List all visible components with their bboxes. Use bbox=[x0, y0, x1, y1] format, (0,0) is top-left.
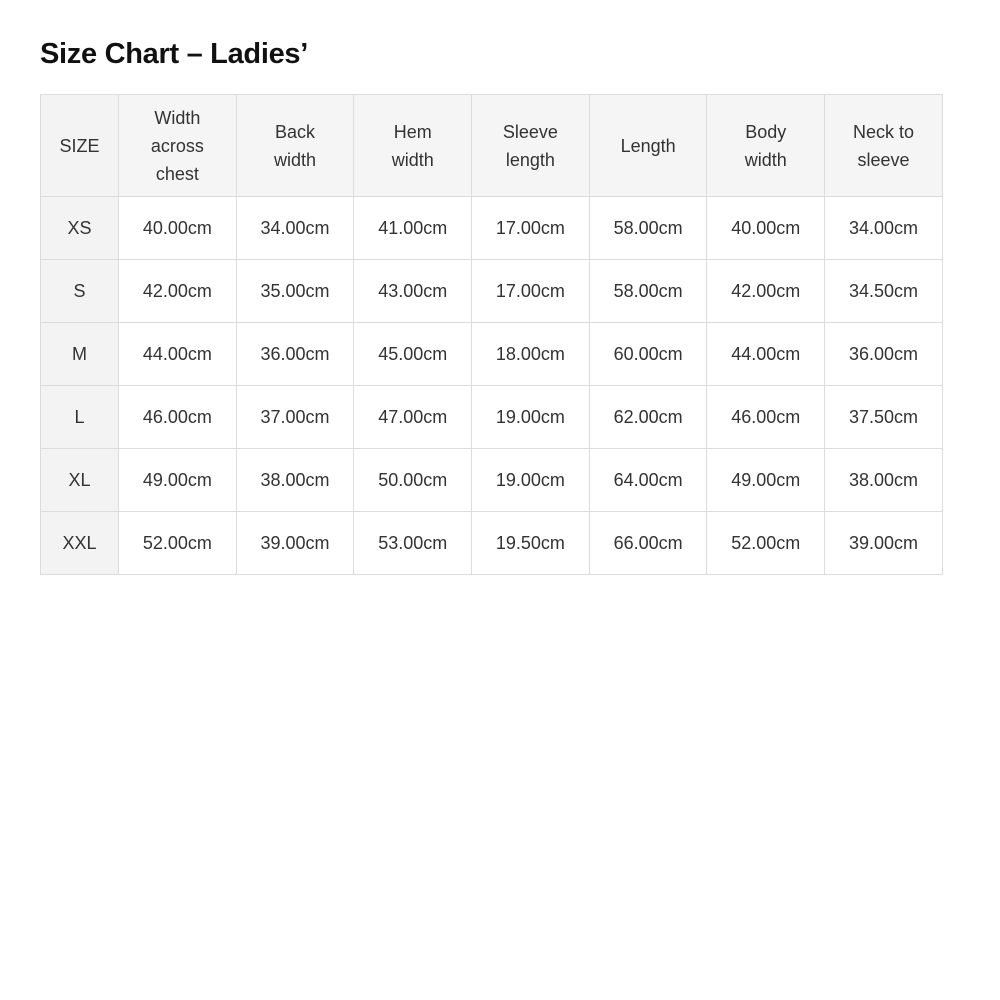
table-cell: 44.00cm bbox=[119, 323, 237, 386]
table-cell: 53.00cm bbox=[354, 512, 472, 575]
size-label: XXL bbox=[41, 512, 119, 575]
table-cell: 50.00cm bbox=[354, 449, 472, 512]
table-cell: 49.00cm bbox=[119, 449, 237, 512]
size-chart-table bbox=[40, 94, 943, 575]
header-neck-to-sleeve bbox=[825, 95, 943, 197]
table-cell: 42.00cm bbox=[707, 260, 825, 323]
header-line: Width bbox=[154, 107, 201, 128]
page-title: Size Chart – Ladies’ bbox=[40, 38, 308, 70]
table-cell: 34.00cm bbox=[825, 197, 943, 260]
table-cell: 62.00cm bbox=[589, 386, 707, 449]
header-line: width bbox=[744, 149, 787, 170]
header-size bbox=[41, 95, 119, 197]
header-line: SIZE bbox=[59, 135, 100, 156]
header-row bbox=[41, 95, 943, 197]
header-width-across-chest bbox=[119, 95, 237, 197]
table-cell: 60.00cm bbox=[589, 323, 707, 386]
table-cell: 46.00cm bbox=[119, 386, 237, 449]
table-cell: 18.00cm bbox=[472, 323, 590, 386]
table-cell: 19.00cm bbox=[472, 386, 590, 449]
table-cell: 36.00cm bbox=[236, 323, 354, 386]
header-sleeve-length bbox=[472, 95, 590, 197]
table-cell: 34.50cm bbox=[825, 260, 943, 323]
table-cell: 43.00cm bbox=[354, 260, 472, 323]
table-cell: 66.00cm bbox=[589, 512, 707, 575]
table-cell: 38.00cm bbox=[825, 449, 943, 512]
header-line: Length bbox=[620, 135, 676, 156]
size-label: XL bbox=[41, 449, 119, 512]
table-cell: 52.00cm bbox=[707, 512, 825, 575]
table-row bbox=[41, 512, 943, 575]
table-cell: 46.00cm bbox=[707, 386, 825, 449]
table-cell: 35.00cm bbox=[236, 260, 354, 323]
header-length bbox=[589, 95, 707, 197]
table-cell: 58.00cm bbox=[589, 197, 707, 260]
header-line: Sleeve bbox=[502, 121, 558, 142]
header-hem-width bbox=[354, 95, 472, 197]
header-line: across bbox=[150, 135, 204, 156]
table-cell: 38.00cm bbox=[236, 449, 354, 512]
header-line: Hem bbox=[393, 121, 432, 142]
table-cell: 42.00cm bbox=[119, 260, 237, 323]
table-cell: 34.00cm bbox=[236, 197, 354, 260]
header-line: Body bbox=[745, 121, 787, 142]
table-cell: 37.00cm bbox=[236, 386, 354, 449]
table-row bbox=[41, 323, 943, 386]
header-line: length bbox=[505, 149, 555, 170]
table-cell: 40.00cm bbox=[707, 197, 825, 260]
size-label: S bbox=[41, 260, 119, 323]
table-row bbox=[41, 386, 943, 449]
header-line: Neck to bbox=[852, 121, 914, 142]
table-cell: 17.00cm bbox=[472, 197, 590, 260]
table-cell: 36.00cm bbox=[825, 323, 943, 386]
table-cell: 39.00cm bbox=[236, 512, 354, 575]
table-cell: 64.00cm bbox=[589, 449, 707, 512]
table-cell: 45.00cm bbox=[354, 323, 472, 386]
header-body-width bbox=[707, 95, 825, 197]
header-line: width bbox=[274, 149, 317, 170]
table-cell: 17.00cm bbox=[472, 260, 590, 323]
table-body bbox=[41, 197, 943, 575]
size-label: M bbox=[41, 323, 119, 386]
header-back-width bbox=[236, 95, 354, 197]
size-label: L bbox=[41, 386, 119, 449]
table-row bbox=[41, 197, 943, 260]
table-row bbox=[41, 449, 943, 512]
table-cell: 37.50cm bbox=[825, 386, 943, 449]
header-line: Back bbox=[275, 121, 316, 142]
table-cell: 52.00cm bbox=[119, 512, 237, 575]
table-header bbox=[41, 95, 943, 197]
table-cell: 39.00cm bbox=[825, 512, 943, 575]
table-cell: 19.00cm bbox=[472, 449, 590, 512]
header-line: chest bbox=[155, 163, 199, 184]
size-label: XS bbox=[41, 197, 119, 260]
table-row bbox=[41, 260, 943, 323]
table-cell: 47.00cm bbox=[354, 386, 472, 449]
table-cell: 41.00cm bbox=[354, 197, 472, 260]
table-cell: 49.00cm bbox=[707, 449, 825, 512]
table-cell: 58.00cm bbox=[589, 260, 707, 323]
header-line: width bbox=[391, 149, 434, 170]
table-cell: 40.00cm bbox=[119, 197, 237, 260]
table-cell: 44.00cm bbox=[707, 323, 825, 386]
header-line: sleeve bbox=[857, 149, 910, 170]
table-cell: 19.50cm bbox=[472, 512, 590, 575]
